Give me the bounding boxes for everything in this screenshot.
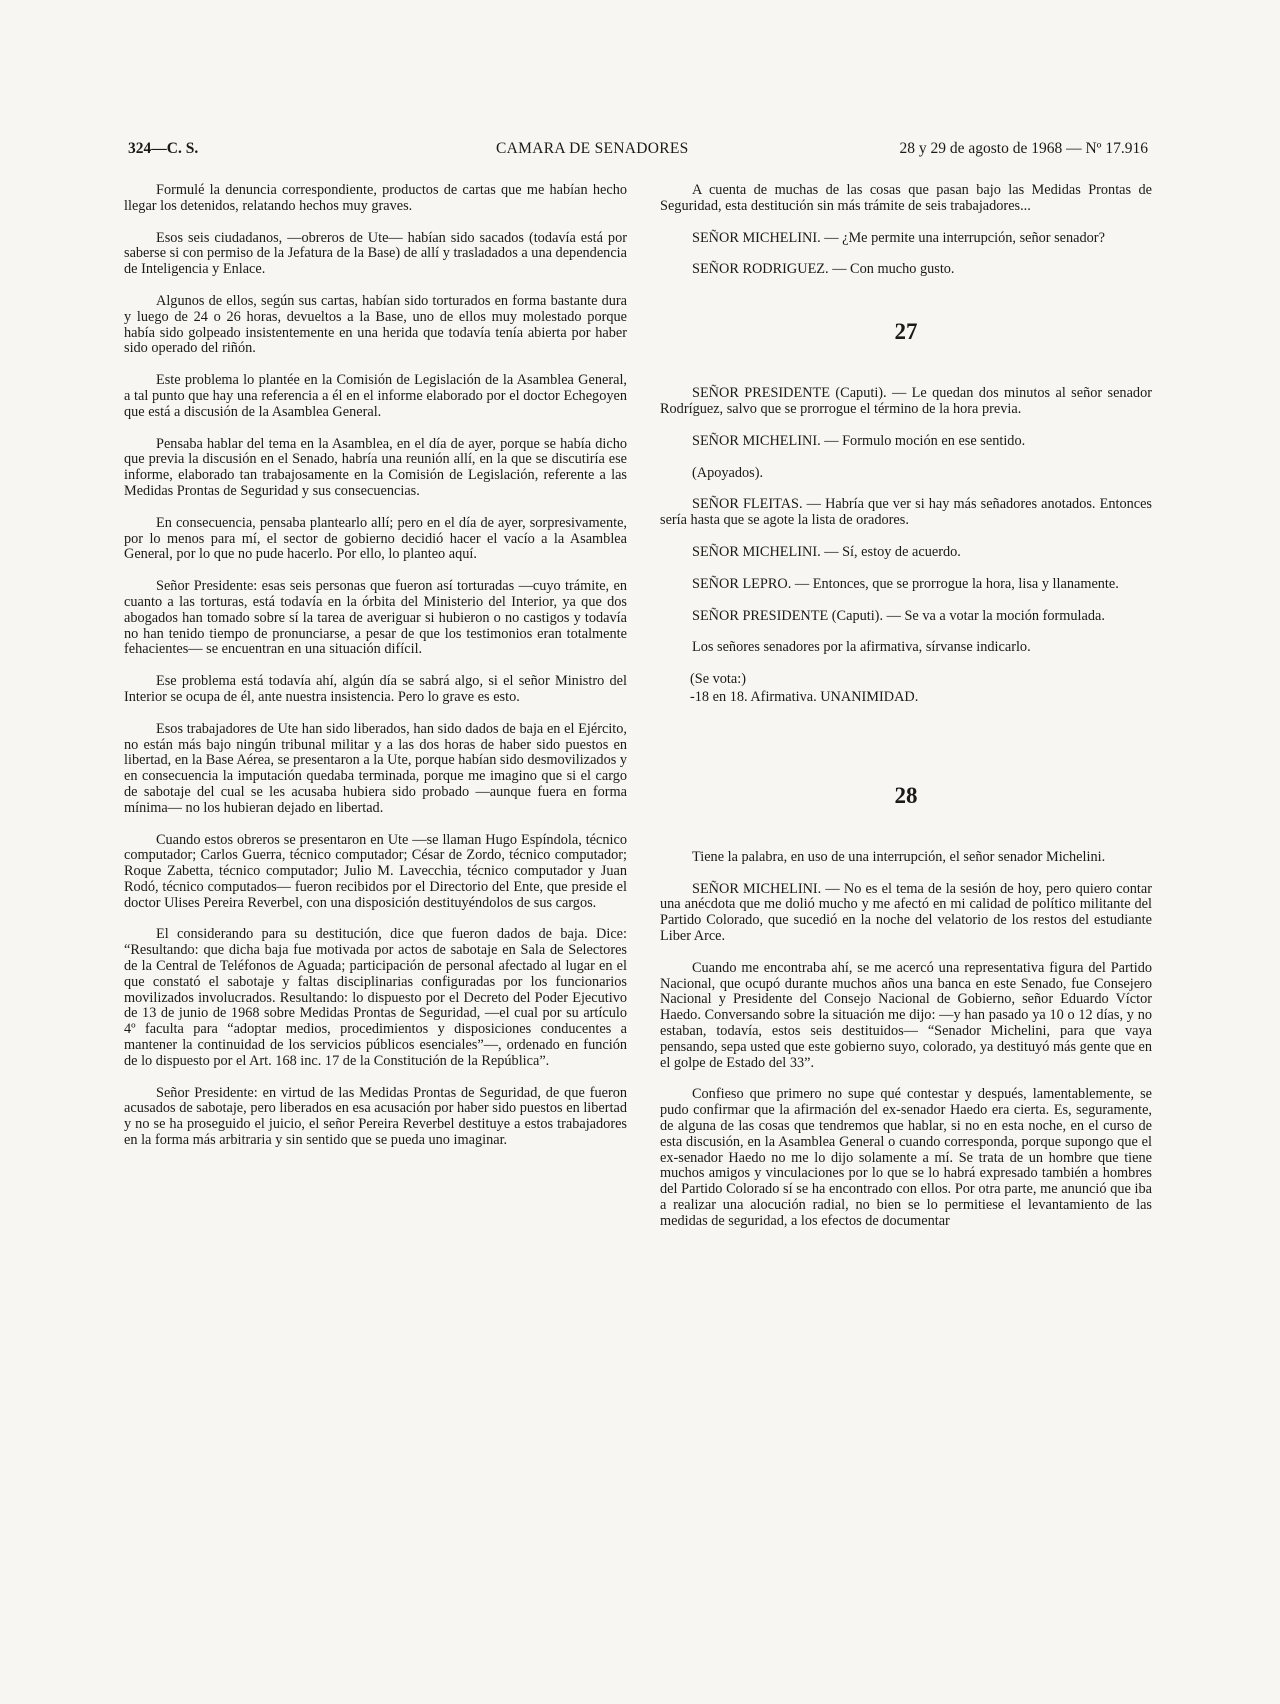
paragraph: El considerando para su destitución, dice que fueron dados de baja. Dice: “Resultando: que dicha baja fue motivada por actos de sabotaje en Sala de Selectores de la Central de Teléfonos de Aguada; participación de personal afectado al lugar en el que constató el sabotaje y faltas disciplinarias configuradas por los funcionarios movilizados involucrados. Resultando: lo dispuesto por el Decreto del Poder Ejecutivo de 13 de junio de 1968 sobre Medidas Prontas de Seguridad, —el cual por su artículo 4º faculta para “adoptar medios, procedimientos y disposiciones conducentes a mantener la continuidad de los servicios públicos esenciales”—, ordenado en función de lo dispuesto por el Art. 168 inc. 17 de la Constitución de la República”. — [124, 926, 627, 1069]
speaker-paragraph: SEÑOR LEPRO. — Entonces, que se prorrogue la hora, lisa y llanamente. — [692, 575, 1119, 592]
paragraph: En consecuencia, pensaba plantearlo allí; pero en el día de ayer, sorpresivamente, por lo menos para mí, el sector de gobierno decidió hacer el vacío a la Asamblea General, por lo que no pude hacerlo. Por ello, lo planteo aquí. — [124, 514, 627, 563]
publication-title: CAMARA DE SENADORES — [496, 140, 689, 157]
speaker-paragraph: SEÑOR RODRIGUEZ. — Con mucho gusto. — [692, 261, 955, 278]
paragraph: Esos trabajadores de Ute han sido liberados, han sido dados de baja en el Ejército, no están más bajo ningún tribunal militar y a las dos horas de haber sido puestos en libertad, en la Base Aérea, se presentaron a la Ute, porque habían sido desmovilizados y en consecuencia la imputación quedaba terminada, porque me imagino que si el cargo de sabotaje del cual se les acusaba hubiera sido probado —aunque fuera en forma mínima— no los hubieran dejado en libertad. — [124, 720, 628, 816]
paragraph: Cuando estos obreros se presentaron en Ute —se llaman Hugo Espíndola, técnico computador; Carlos Guerra, técnico computador; César de Zordo, técnico computador; Roque Zabetta, técnico computador; Julio M. Lavecchia, técnico computador y Juan Rodó, técnico computados— fueron recibidos por el Directorio del Ente, que preside el doctor Ulises Pereira Reverbel, con una disposición destituyéndolos de sus cargos. — [124, 831, 627, 911]
speaker-paragraph: SEÑOR PRESIDENTE (Caputi). — Se va a votar la moción formulada. — [692, 607, 1105, 624]
paragraph: Ese problema está todavía ahí, algún día se sabrá algo, si el señor Ministro del Interior se ocupa de él, ante nuestra insistencia. Pero lo grave es esto. — [124, 673, 627, 705]
paragraph: Tiene la palabra, en uso de una interrupción, el señor senador Michelini. — [692, 848, 1106, 865]
page-header — [128, 140, 1148, 164]
paragraph: Los señores senadores por la afirmativa, sírvanse indicarlo. — [692, 639, 1031, 656]
procedural-note: (Apoyados). — [692, 464, 764, 481]
paragraph: Formulé la denuncia correspondiente, productos de cartas que me habían hecho llegar los detenidos, relatando hechos muy graves. — [124, 182, 627, 214]
speaker-paragraph: SEÑOR MICHELINI. — No es el tema de la sesión de hoy, pero quiero contar una anécdota que me dolió mucho y me afectó en mi calidad de político militante del Partido Colorado, que sucedió en la noche del velatorio de los restos del estudiante Liber Arce. — [660, 880, 1152, 944]
paragraph: Esos seis ciudadanos, —obreros de Ute— habían sido sacados (todavía está por saberse si con permiso de la Jefatura de la Base) de allí y trasladados a una dependencia de Inteligencia y Enlace. — [124, 229, 627, 278]
paragraph: Confieso que primero no supe qué contestar y después, lamentablemente, se pudo confirmar que la afirmación del ex-senador Haedo era cierta. Es, seguramente, de alguna de las cosas que tendremos que hablar, si no en esta noche, en el curso de esta discusión, en la Asamblea General o cuando corresponda, porque supongo que el ex-senador Haedo no me lo dijo solamente a mí. Se trata de un hombre que tiene muchos amigos y vinculaciones por lo que se lo habrá expresado también a hombres del Partido Colorado sí se ha encontrado con ellos. Por otra parte, me anunció que iba a realizar una alocución radial, no bien se lo permitiese el levantamiento de las medidas de seguridad, a los efectos de documentar — [660, 1086, 1152, 1229]
paragraph: Este problema lo plantée en la Comisión de Legislación de la Asamblea General, a tal punto que hay una referencia a él en el informe elaborado por el doctor Echegoyen que está a discusión de la Asamblea General. — [124, 372, 627, 420]
paragraph: Señor Presidente: esas seis personas que fueron así torturadas —cuyo trámite, en cuanto a las torturas, está todavía en la órbita del Ministerio del Interior, ya que dos abogados han tomado sobre sí la tarea de averiguar si hubieron o no castigos y todavía no han tenido tiempo de pronunciarse, a pesar de que los testimonios eran totalmente fehacientes— se encuentran en una situación difícil. — [124, 578, 627, 658]
issue-date: 28 y 29 de agosto de 1968 — Nº 17.916 — [899, 140, 1148, 157]
paragraph: Algunos de ellos, según sus cartas, habían sido torturados en forma bastante dura y luego de 24 o 26 horas, devueltos a la Base, uno de ellos muy molestado porque había sido golpeado insistentemente en una herida que todavía tenía abierta por haber sido operado del riñón. — [124, 292, 627, 357]
speaker-paragraph: SEÑOR MICHELINI. — Formulo moción en ese sentido. — [692, 432, 1026, 449]
speaker-paragraph: SEÑOR PRESIDENTE (Caputi). — Le quedan dos minutos al señor senador Rodríguez, salvo que se prorrogue el término de la hora previa. — [660, 385, 1152, 417]
paragraph: A cuenta de muchas de las cosas que pasan bajo las Medidas Prontas de Seguridad, esta destitución sin más trámite de seis trabajadores... — [660, 182, 1152, 214]
vote-result: -18 en 18. Afirmativa. UNANIMIDAD. — [690, 688, 919, 705]
right-column — [660, 183, 1152, 1245]
paragraph: Pensaba hablar del tema en la Asamblea, en el día de ayer, porque se había dicho que previa la discusión en el Senado, habría una reunión allí, en la que se discutiría ese informe, elaborado tan trabajosamente en la Comisión de Legislación, referente a las Medidas Prontas de Seguridad y sus consecuencias. — [124, 435, 627, 499]
speaker-paragraph: SEÑOR MICHELINI. — Sí, estoy de acuerdo. — [692, 543, 961, 560]
section-number-27: 27 — [894, 319, 918, 345]
paragraph: Cuando me encontraba ahí, se me acercó una representativa figura del Partido Nacional, que ocupó durante muchos años una banca en este Senado, fue Consejero Nacional y Presidente del Consejo Nacional de Gobierno, señor Eduardo Víctor Haedo. Conversando sobre la situación me dijo: —y han pasado ya 10 o 12 días, y no estaban, todavía, estos seis destituidos— “Senador Michelini, para que vaya pensando, sepa usted que este gobierno suyo, colorado, ya destituyó más gente que en el golpe de Estado del 33”. — [660, 959, 1152, 1071]
page-reference: 324—C. S. — [128, 140, 199, 157]
speaker-paragraph: SEÑOR FLEITAS. — Habría que ver si hay más señadores anotados. Entonces sería hasta que se agote la lista de oradores. — [660, 496, 1152, 529]
section-number-28: 28 — [894, 782, 918, 808]
paragraph: Señor Presidente: en virtud de las Medidas Prontas de Seguridad, de que fueron acusados de sabotaje, pero liberados en esa acusación por haber sido puestos en libertad y no se ha proseguido el juicio, el señor Pereira Reverbel destituye a estos trabajadores en la forma más arbitraria y sin sentido que se pueda uno imaginar. — [124, 1084, 627, 1149]
speaker-paragraph: SEÑOR MICHELINI. — ¿Me permite una interrupción, señor senador? — [692, 229, 1105, 246]
vote-line: (Se vota:) — [690, 671, 746, 688]
left-column — [124, 183, 627, 1165]
